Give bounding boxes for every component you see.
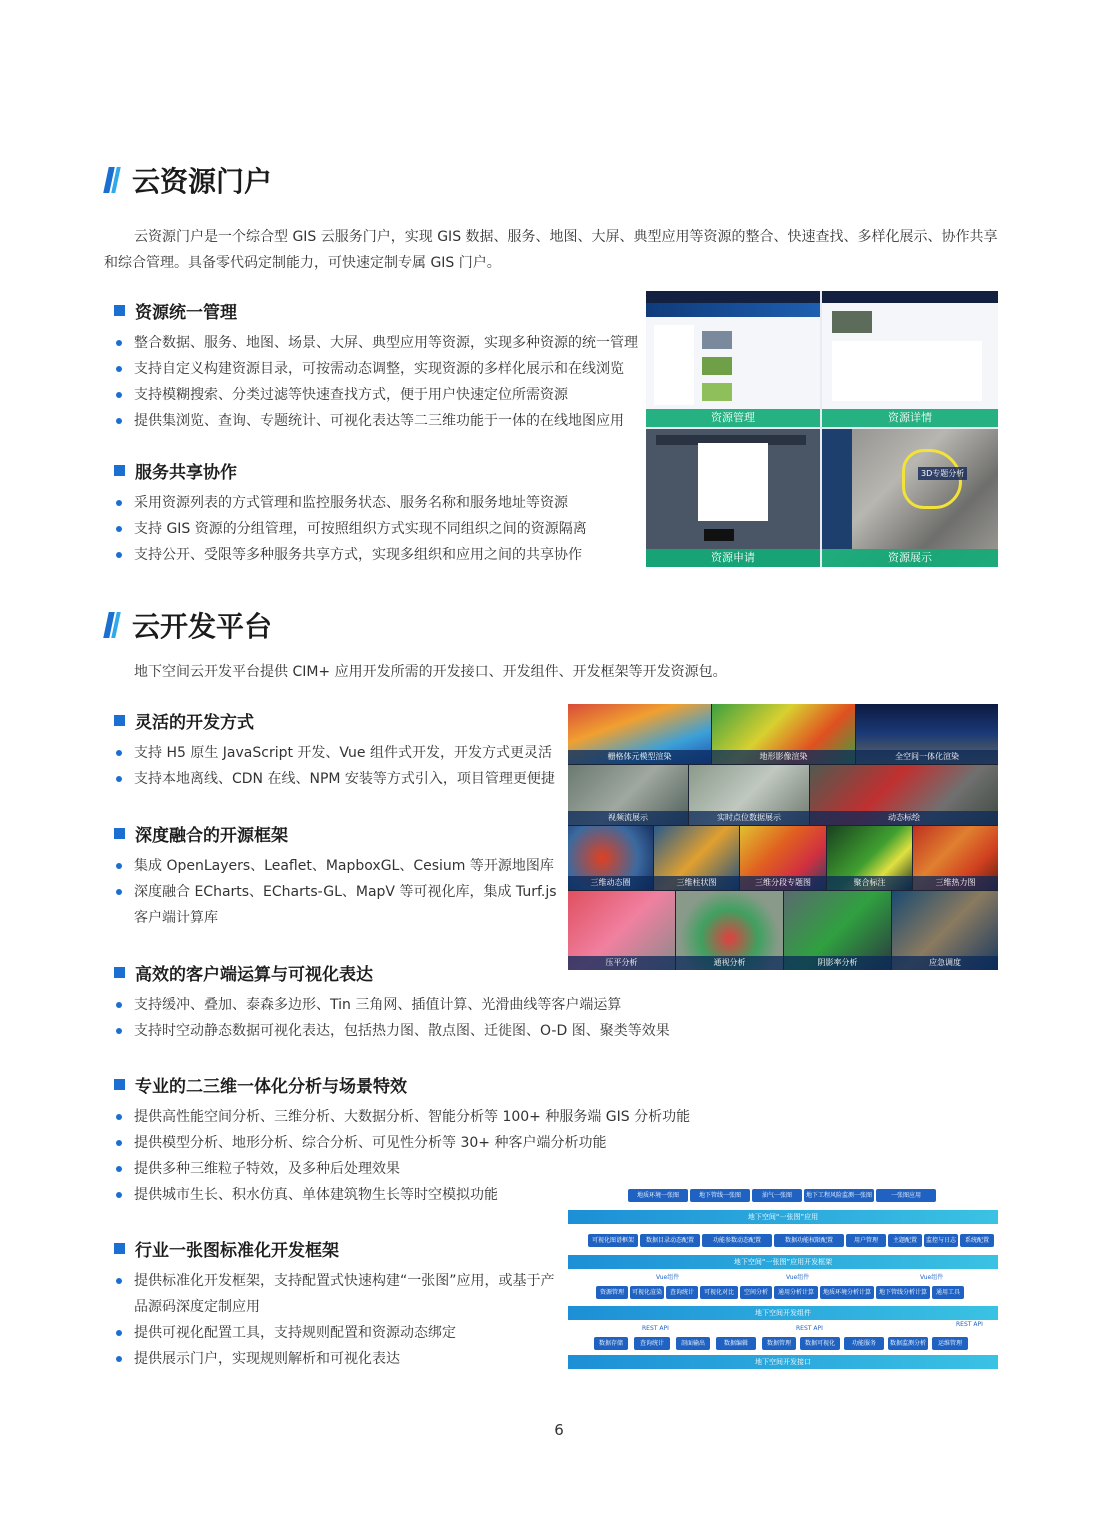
- list-item: 集成 OpenLayers、Leaflet、MapboxGL、Cesium 等开源地图库: [114, 853, 559, 879]
- subsection-title: 服务共享协作: [114, 458, 237, 483]
- list-item: 采用资源列表的方式管理和监控服务状态、服务名称和服务地址等资源: [114, 490, 587, 516]
- section-marker-icon: [104, 167, 120, 193]
- section-title-cloud-portal: 云资源门户: [104, 160, 272, 200]
- bullet-list: [114, 853, 559, 931]
- subsection-title: 专业的二三维一体化分析与场景特效: [114, 1072, 407, 1097]
- list-item: 支持模糊搜索、分类过滤等快速查找方式，便于用户快速定位所需资源: [114, 382, 638, 408]
- list-item: 提供高性能空间分析、三维分析、大数据分析、智能分析等 100+ 种服务端 GIS 分析功能: [114, 1104, 690, 1130]
- list-item: 支持自定义构建资源目录，可按需动态调整，实现资源的多样化展示和在线浏览: [114, 356, 638, 382]
- gallery-tile: 全空间一体化渲染: [856, 704, 998, 764]
- visualization-gallery: [568, 704, 998, 970]
- square-bullet-icon: [114, 967, 125, 978]
- screen-resource-management: 资源管理: [646, 291, 820, 427]
- screen-resource-display: 3D专题分析 资源展示: [822, 429, 998, 567]
- bullet-list: [114, 490, 587, 568]
- list-item: 支持本地离线、CDN 在线、NPM 安装等方式引入，项目管理更便捷: [114, 766, 555, 792]
- gallery-tile: 动态标绘: [810, 765, 998, 825]
- square-bullet-icon: [114, 1079, 125, 1090]
- list-item: 提供标准化开发框架，支持配置式快速构建“一张图”应用，或基于产品源码深度定制应用: [114, 1268, 559, 1320]
- gallery-tile: 聚合标注: [827, 826, 912, 890]
- screen-resource-detail: 资源详情: [822, 291, 998, 427]
- gallery-tile: 压平分析: [568, 891, 675, 970]
- subsection-title: 灵活的开发方式: [114, 708, 254, 733]
- list-item: 提供模型分析、地形分析、综合分析、可见性分析等 30+ 种客户端分析功能: [114, 1130, 690, 1156]
- framework-diagram: 地质环境一张图 地下管线一张图 油气一张图 地下工程风险监测一张图 一张图应用 地下空间“一张图”应用 可视化图谱框架 数据目录动态配置 功能参数动态配置 数据功能权限配置 用户管理 主题配置 监控与日志 系统配置 地下空间“一张图”应用开发框架 Vue组件 Vue组件 Vue组件 资源管理 可视化渲染 查询统计 可视化对比 空间分析 通用分析计算 地质环境分析计算 地下管线分析计算 通用工具 地下空间开发组件 REST API REST API REST API 数据存储 查询统计 剖面输出 数据编辑 数据管理 数据可视化 功能服务 数据监测分析 运维管理 地下空间开发接口: [568, 1185, 998, 1370]
- list-item: 提供展示门户，实现规则解析和可视化表达: [114, 1346, 559, 1372]
- list-item: 提供可视化配置工具，支持规则配置和资源动态绑定: [114, 1320, 559, 1346]
- gallery-tile: 三维分段专题图: [740, 826, 826, 890]
- section-marker-icon: [104, 612, 120, 638]
- list-item: 支持 GIS 资源的分组管理，可按照组织方式实现不同组织之间的资源隔离: [114, 516, 587, 542]
- subsection-title: 资源统一管理: [114, 298, 237, 323]
- list-item: 深度融合 ECharts、ECharts-GL、MapV 等可视化库，集成 Turf.js 客户端计算库: [114, 879, 559, 931]
- bullet-list: [114, 330, 638, 434]
- list-item: 提供多种三维粒子特效，及多种后处理效果: [114, 1156, 690, 1182]
- square-bullet-icon: [114, 1243, 125, 1254]
- gallery-tile: 三维柱状图: [654, 826, 739, 890]
- screen-resource-apply: 资源申请: [646, 429, 820, 567]
- list-item: 整合数据、服务、地图、场景、大屏、典型应用等资源，实现多种资源的统一管理: [114, 330, 638, 356]
- list-item: 提供城市生长、积水仿真、单体建筑物生长等时空模拟功能: [114, 1182, 690, 1208]
- list-item: 支持 H5 原生 JavaScript 开发、Vue 组件式开发，开发方式更灵活: [114, 740, 555, 766]
- gallery-tile: 阴影率分析: [784, 891, 891, 970]
- subsection-title: 高效的客户端运算与可视化表达: [114, 960, 373, 985]
- bullet-list: [114, 740, 555, 792]
- gallery-tile: 通视分析: [676, 891, 783, 970]
- portal-screenshots: [646, 291, 998, 567]
- subsection-title: 深度融合的开源框架: [114, 821, 288, 846]
- square-bullet-icon: [114, 715, 125, 726]
- list-item: 提供集浏览、查询、专题统计、可视化表达等二三维功能于一体的在线地图应用: [114, 408, 638, 434]
- gallery-tile: 三维热力图: [913, 826, 998, 890]
- page-number: 6: [554, 1421, 564, 1439]
- bullet-list: [114, 992, 670, 1044]
- subsection-title: 行业一张图标准化开发框架: [114, 1236, 339, 1261]
- gallery-tile: 视频流展示: [568, 765, 688, 825]
- section-title-cloud-dev-platform: 云开发平台: [104, 605, 272, 645]
- square-bullet-icon: [114, 305, 125, 316]
- gallery-tile: 栅格体元模型渲染: [568, 704, 711, 764]
- list-item: 支持缓冲、叠加、泰森多边形、Tin 三角网、插值计算、光滑曲线等客户端运算: [114, 992, 670, 1018]
- gallery-tile: 三维动态圈: [568, 826, 653, 890]
- intro-paragraph: 云资源门户是一个综合型 GIS 云服务门户，实现 GIS 数据、服务、地图、大屏、典型应用等资源的整合、快速查找、多样化展示、协作共享和综合管理。具备零代码定制能力，可快速定制专属 GIS 门户。: [104, 229, 998, 271]
- list-item: 支持时空动静态数据可视化表达，包括热力图、散点图、迁徙图、O-D 图、聚类等效果: [114, 1018, 670, 1044]
- intro-paragraph: 地下空间云开发平台提供 CIM+ 应用开发所需的开发接口、开发组件、开发框架等开发资源包。: [134, 664, 727, 680]
- list-item: 支持公开、受限等多种服务共享方式，实现多组织和应用之间的共享协作: [114, 542, 587, 568]
- gallery-tile: 地形影像渲染: [712, 704, 855, 764]
- square-bullet-icon: [114, 828, 125, 839]
- gallery-tile: 应急调度: [892, 891, 998, 970]
- bullet-list: [114, 1268, 559, 1372]
- gallery-tile: 实时点位数据展示: [689, 765, 809, 825]
- square-bullet-icon: [114, 465, 125, 476]
